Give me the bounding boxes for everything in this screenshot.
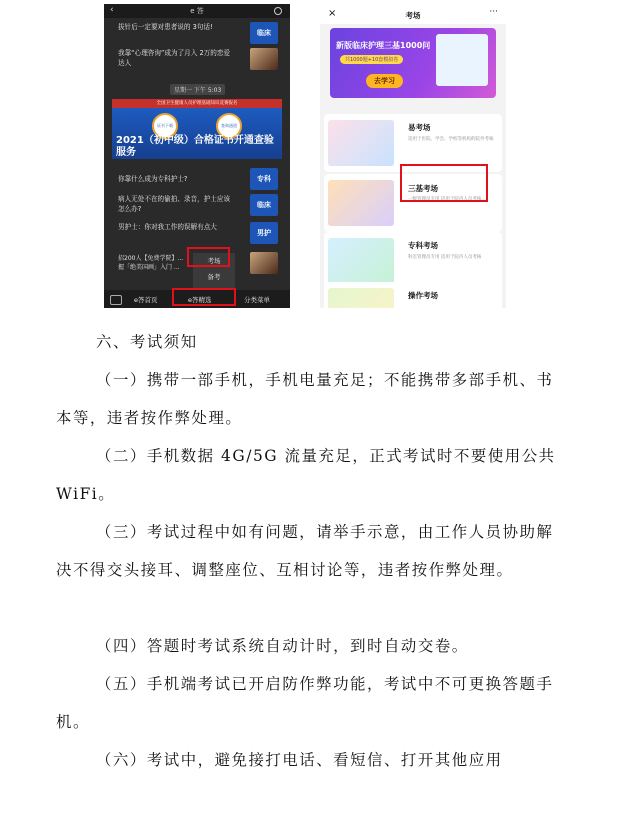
thumb-badge: 男护 <box>250 222 278 244</box>
list-item: 我靠“心理咨询”成为了月入 2万的恋爱达人 <box>118 48 278 68</box>
certificate-banner: 全国卫生健康人员护理基础知识竞赛报名 证书下载 查询通道 2021（初中级）合格证书开通查验服务 <box>112 99 282 159</box>
card-illustration <box>328 238 394 284</box>
thumb-photo <box>250 48 278 70</box>
notice-item-3: （三）考试过程中如有问题，请举手示意，由工作人员协助解决不得交头接耳、调整座位、互相讨论等，违者按作弊处理。 <box>56 523 554 579</box>
list-item: 你靠什么成为专科护士? 专科 <box>118 168 278 184</box>
notice-item-2: （二）手机数据 4G/5G 流量充足，正式考试时不要使用公共 WiFi。 <box>56 447 556 503</box>
card-illustration <box>328 120 394 166</box>
highlight-box <box>400 164 488 202</box>
notice-item-5: （五）手机端考试已开启防作弊功能，考试中不可更换答题手机。 <box>56 675 554 731</box>
right-phone-screenshot <box>320 4 506 308</box>
promo-banner <box>330 28 496 98</box>
list-item: 招200人【免费学院】... 握「绝美国画」入门 ... <box>118 254 278 272</box>
list-item: 病人无处不在的偷拍、录音，护士应该怎么办? 临床 <box>118 194 278 214</box>
exam-card[interactable]: 三基考场 一级管理员专用 适用于院内人员考核 <box>324 174 502 232</box>
back-icon: ‹ <box>110 5 114 15</box>
notice-item-1: （一）携带一部手机，手机电量充足；不能携带多部手机、书本等，违者按作弊处理。 <box>56 371 554 427</box>
menu-item-prepare[interactable]: 备考 <box>207 273 221 281</box>
book-illustration <box>436 34 488 86</box>
card-illustration <box>328 180 394 226</box>
exam-card[interactable]: 易考场 适用于医院、学会、学校等机构的院外考核 <box>324 114 502 172</box>
left-phone-header <box>104 4 290 18</box>
more-icon: ··· <box>489 7 498 17</box>
notice-item-4: （四）答题时考试系统自动计时，到时自动交卷。 <box>96 637 469 655</box>
list-item: 男护士：你对我工作的误解有点大 男护 <box>118 222 278 232</box>
keyboard-icon <box>110 295 122 305</box>
promo-headline: 新版临床护理三基1000问 <box>336 41 431 50</box>
thumb-badge: 专科 <box>250 168 278 190</box>
tab-category-menu[interactable]: 分类菜单 <box>244 296 270 304</box>
user-icon <box>274 7 282 15</box>
tab-featured[interactable]: e答精选 <box>188 296 212 304</box>
exam-card[interactable]: 操作考场 <box>324 282 502 308</box>
study-button[interactable]: 去学习 <box>366 74 403 88</box>
thumb-badge: 临床 <box>250 194 278 216</box>
highlight-box <box>172 288 236 306</box>
exam-card[interactable]: 专科考场 科室管理员专用 适用于院内人员考核 <box>324 232 502 290</box>
right-phone-title: 考场 <box>405 11 421 20</box>
thumb-badge: 临床 <box>250 22 278 44</box>
right-phone-header <box>320 4 506 24</box>
notice-item-6: （六）考试中，避免接打电话、看短信、打开其他应用 <box>96 751 503 769</box>
highlight-box <box>187 247 230 267</box>
menu-item-exam-room[interactable]: 考场 <box>207 257 221 265</box>
time-badge: 星期一 下午 5:03 <box>170 84 225 95</box>
close-icon: × <box>328 8 337 19</box>
left-phone-screenshot <box>104 4 290 308</box>
tab-home[interactable]: e答首页 <box>134 296 158 304</box>
section-heading: 六、考试须知 <box>96 333 198 351</box>
list-item: 拔针后一定要对患者说的 3句话! 临床 <box>118 22 278 32</box>
thumb-photo <box>250 252 278 274</box>
left-phone-title: e 答 <box>190 7 204 15</box>
promo-sub: 共1000题+10套模拟卷 <box>340 55 403 64</box>
card-illustration <box>328 288 394 308</box>
